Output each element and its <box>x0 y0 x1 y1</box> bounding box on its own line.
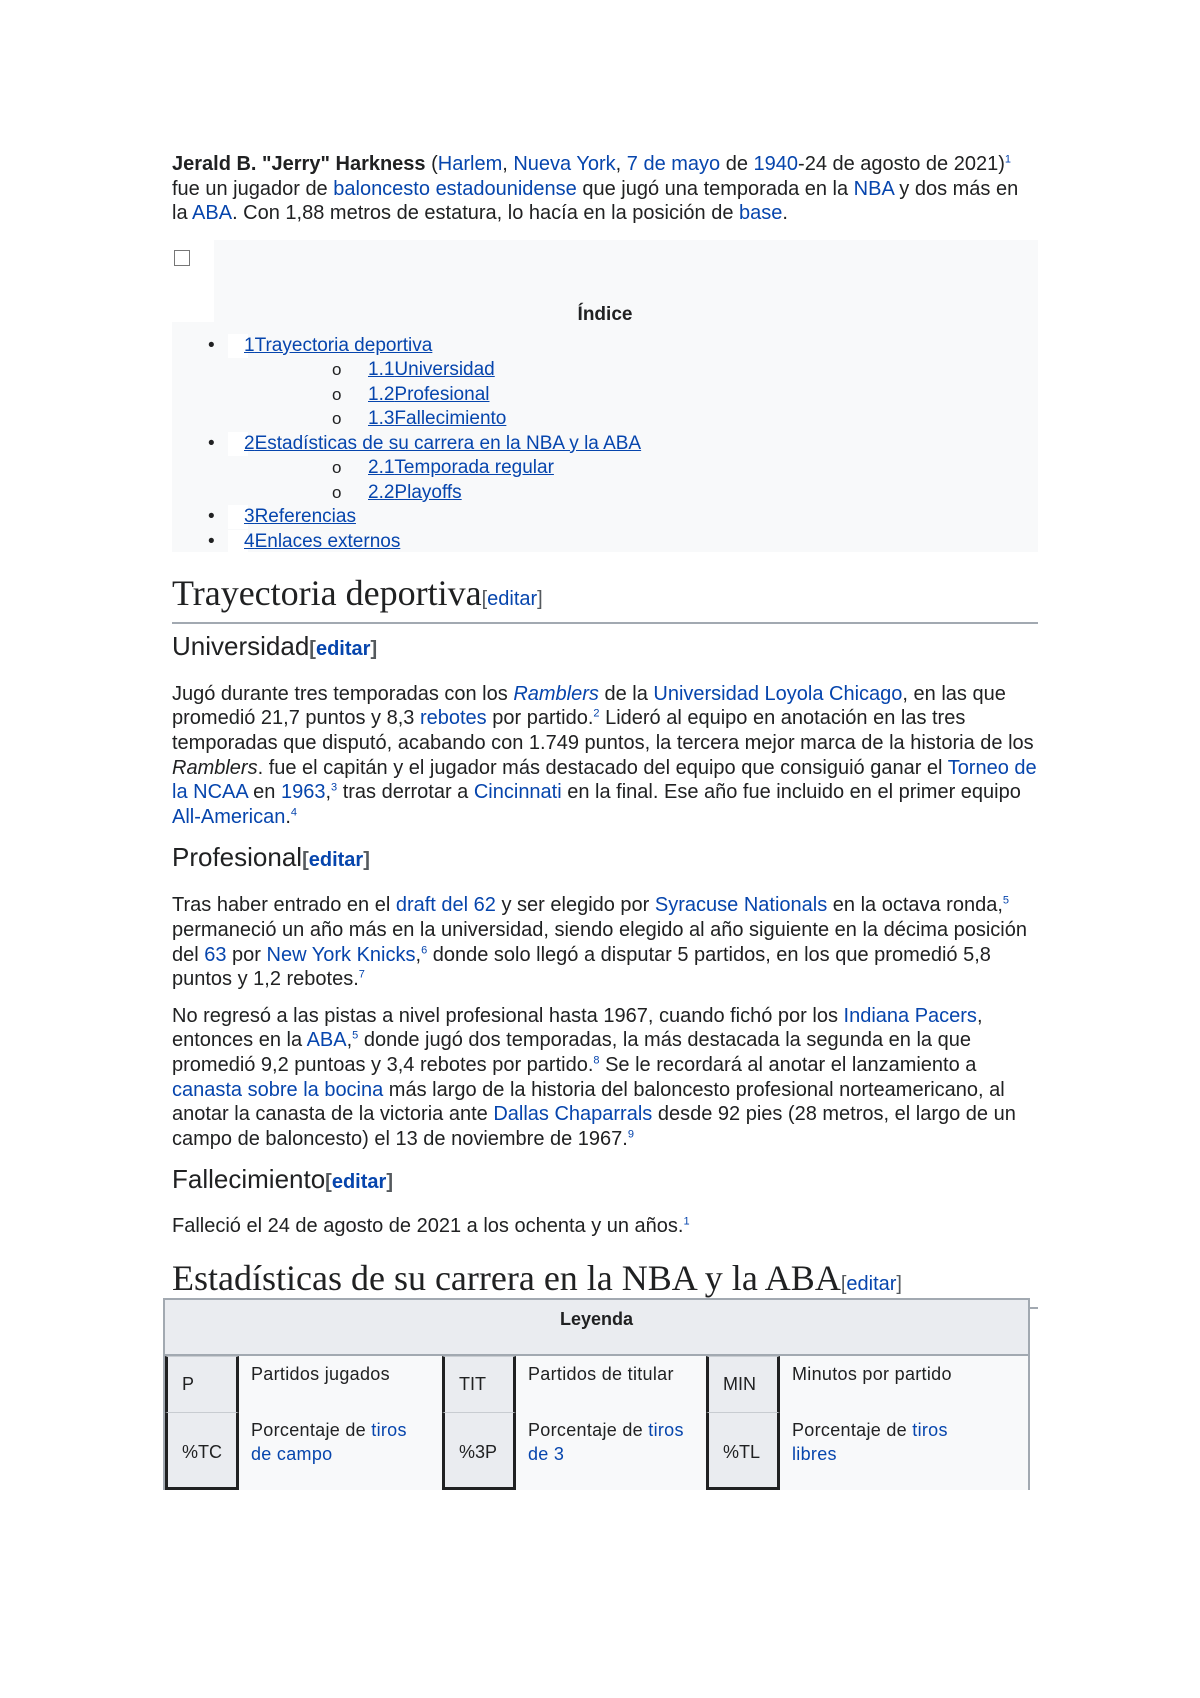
toc-link-enlaces-externos[interactable]: 4Enlaces externos <box>244 530 401 552</box>
section-heading-trayectoria: Trayectoria deportiva[editar] <box>172 572 1038 624</box>
toc-item: o 1.3Fallecimiento <box>332 408 507 430</box>
link-base[interactable]: base <box>739 202 783 225</box>
reference-2[interactable]: 2 <box>593 707 600 720</box>
link-tiros-de-3[interactable]: tiros de 3 <box>528 1420 684 1464</box>
toc-item: • 1Trayectoria deportiva <box>208 334 433 356</box>
legend-row <box>165 1356 1028 1412</box>
link-aba-2[interactable]: ABA <box>306 1029 347 1052</box>
link-nueva-york[interactable]: Nueva York <box>513 153 616 175</box>
toc-item: o 1.2Profesional <box>332 383 490 405</box>
toc-item: o 1.1Universidad <box>332 359 495 381</box>
edit-link[interactable]: [editar] <box>302 849 370 872</box>
link-loyola[interactable]: Universidad Loyola Chicago <box>653 682 903 705</box>
reference-5b[interactable]: 5 <box>352 1029 359 1042</box>
edit-link[interactable]: [editar] <box>481 587 543 610</box>
legend-table <box>163 1298 1030 1490</box>
legend-abbr: P <box>165 1356 239 1412</box>
link-birth-year[interactable]: 1940 <box>753 153 799 175</box>
subsection-heading-profesional: Profesional[editar] <box>172 842 370 873</box>
link-birth-date[interactable]: 7 de mayo <box>626 153 721 175</box>
toc-toggle[interactable] <box>172 240 214 282</box>
fallecimiento-paragraph: Falleció el 24 de agosto de 2021 a los ochenta y un años.$^1$ <box>172 1215 690 1238</box>
link-tiros-libres[interactable]: tiros libres <box>792 1420 948 1464</box>
link-cincinnati[interactable]: Cincinnati <box>473 781 562 804</box>
legend-desc: Partidos de titular <box>528 1364 674 1384</box>
profesional-paragraph-1: Tras haber entrado en el draft del 62 y ser elegido por Syracuse Nationals en la octava ronda,$^5$ permaneció un año más en la universidad, siendo elegido al año siguiente en la décima posición del 63 por New York Knicks,$^6$ donde solo llegó a disputar 5 partidos, en los que promedió 5,8 puntos y 1,2 rebotes.$^7$ <box>172 894 1027 991</box>
toc-item: o 2.1Temporada regular <box>332 457 554 479</box>
reference-9[interactable]: 9 <box>627 1128 634 1141</box>
link-ramblers[interactable]: Ramblers <box>513 682 599 705</box>
legend-abbr: %TL <box>706 1412 780 1490</box>
link-syracuse[interactable]: Syracuse Nationals <box>654 894 828 917</box>
section-heading-estadisticas: Estadísticas de su carrera en la NBA y la ABA[editar] <box>172 1257 1038 1309</box>
link-tiros-de-campo[interactable]: tiros de campo <box>251 1420 407 1464</box>
reference-5[interactable]: 5 <box>1002 894 1010 907</box>
link-1963[interactable]: 1963 <box>280 781 326 804</box>
toc-item: • 2Estadísticas de su carrera en la NBA y la ABA <box>208 432 642 454</box>
toc-link-universidad[interactable]: 1.1Universidad <box>368 359 495 381</box>
link-knicks[interactable]: New York Knicks <box>266 943 416 966</box>
legend-abbr: MIN <box>706 1356 780 1412</box>
legend-row <box>165 1412 1028 1490</box>
edit-link[interactable]: [editar] <box>325 1171 393 1194</box>
reference-6[interactable]: 6 <box>421 943 428 956</box>
reference-4[interactable]: 4 <box>290 806 298 819</box>
reference-1b[interactable]: 1 <box>683 1215 690 1228</box>
link-rebotes[interactable]: rebotes <box>419 707 487 730</box>
toc-link-playoffs[interactable]: 2.2Playoffs <box>368 481 462 503</box>
link-nba[interactable]: NBA <box>853 177 894 200</box>
legend-title: Leyenda <box>165 1300 1028 1356</box>
subsection-heading-universidad: Universidad[editar] <box>172 630 378 661</box>
profesional-paragraph-2: No regresó a las pistas a nivel profesional hasta 1967, cuando fichó por los Indiana Pacers, entonces en la ABA,$^5$ donde jugó dos temporadas, la más destacada la segunda en la que promedió 9,2 puntoas y 3,4 rebotes por partido.$^8$ Se le recordará al anotar el lanzamiento a canasta sobre la bocina más largo de la historia del baloncesto profesional norteamericano, al anotar la canasta de la victoria ante Dallas Chaparrals desde 92 pies (28 metros, el largo de un campo de baloncesto) el 13 de noviembre de 1967.$^9$ <box>172 1004 1016 1150</box>
link-torneo-ncaa[interactable]: Torneo de la NCAA <box>172 756 1037 804</box>
intro-paragraph: Jerald B. "Jerry" Harkness (Harlem, Nueva York, 7 de mayo de 1940-24 de agosto de 2021)$^1$ fue un jugador de baloncesto estadounidense que jugó una temporada en la NBA y dos más en la ABA. Con 1,88 metros de estatura, lo hacía en la posición de base. <box>172 153 1019 225</box>
edit-link[interactable]: [editar] <box>840 1272 902 1295</box>
edit-link[interactable]: [editar] <box>309 637 378 660</box>
reference-8[interactable]: 8 <box>593 1054 600 1067</box>
reference-1[interactable]: 1 <box>1004 153 1011 166</box>
toc-checkbox[interactable] <box>174 250 190 266</box>
toc-title: Índice <box>577 303 633 325</box>
toc-link-estadisticas[interactable]: 2Estadísticas de su carrera en la NBA y la ABA <box>244 432 642 454</box>
subsection-heading-fallecimiento: Fallecimiento[editar] <box>172 1164 393 1195</box>
toc-item: • 4Enlaces externos <box>208 530 401 552</box>
toc-link-referencias[interactable]: 3Referencias <box>244 506 356 528</box>
toc-link-trayectoria[interactable]: 1Trayectoria deportiva <box>244 334 433 356</box>
link-dallas-chaparrals[interactable]: Dallas Chaparrals <box>493 1103 653 1126</box>
toc-item: • 3Referencias <box>208 506 356 528</box>
toc-list <box>172 334 1038 555</box>
link-indiana-pacers[interactable]: Indiana Pacers <box>843 1004 977 1027</box>
link-baloncesto[interactable]: baloncesto <box>333 177 430 200</box>
legend-abbr: %TC <box>165 1412 239 1490</box>
link-harlem[interactable]: Harlem <box>437 153 503 175</box>
link-canasta-bocina[interactable]: canasta sobre la bocina <box>172 1078 384 1101</box>
toc-link-fallecimiento[interactable]: 1.3Fallecimiento <box>368 408 507 430</box>
legend-desc: Partidos jugados <box>251 1364 390 1384</box>
link-draft-62[interactable]: draft del 62 <box>395 894 496 917</box>
legend-desc: Porcentaje de tiros de campo <box>251 1420 407 1464</box>
legend-desc: Porcentaje de tiros libres <box>792 1420 948 1464</box>
link-aba[interactable]: ABA <box>192 202 233 225</box>
link-estadounidense[interactable]: estadounidense <box>435 177 577 200</box>
legend-desc: Minutos por partido <box>792 1364 952 1384</box>
link-all-american[interactable]: All-American <box>172 805 286 828</box>
legend-abbr: %3P <box>442 1412 516 1490</box>
toc-link-temporada-regular[interactable]: 2.1Temporada regular <box>368 457 554 479</box>
table-of-contents <box>172 240 1038 552</box>
article <box>172 152 1038 1464</box>
legend-desc: Porcentaje de tiros de 3 <box>528 1420 684 1464</box>
toc-item: o 2.2Playoffs <box>332 481 462 503</box>
link-63[interactable]: 63 <box>204 943 227 966</box>
toc-link-profesional[interactable]: 1.2Profesional <box>368 383 490 405</box>
article-subject: Jerald B. "Jerry" Harkness <box>172 153 426 175</box>
reference-7[interactable]: 7 <box>358 968 365 981</box>
universidad-paragraph: Jugó durante tres temporadas con los Ramblers de la Universidad Loyola Chicago, en las que promedió 21,7 puntos y 8,3 rebotes por partido.$^2$ Lideró al equipo en anotación en las tres temporadas que disputó, acabando con 1.749 puntos, la tercera mejor marca de la historia de los Ramblers. fue el capitán y el jugador más destacado del equipo que consiguió ganar el Torneo de la NCAA en 1963,$^3$ tras derrotar a Cincinnati en la final. Ese año fue incluido en el primer equipo All-American.$^4$ <box>172 682 1037 828</box>
reference-3[interactable]: 3 <box>331 781 338 794</box>
legend-abbr: TIT <box>442 1356 516 1412</box>
